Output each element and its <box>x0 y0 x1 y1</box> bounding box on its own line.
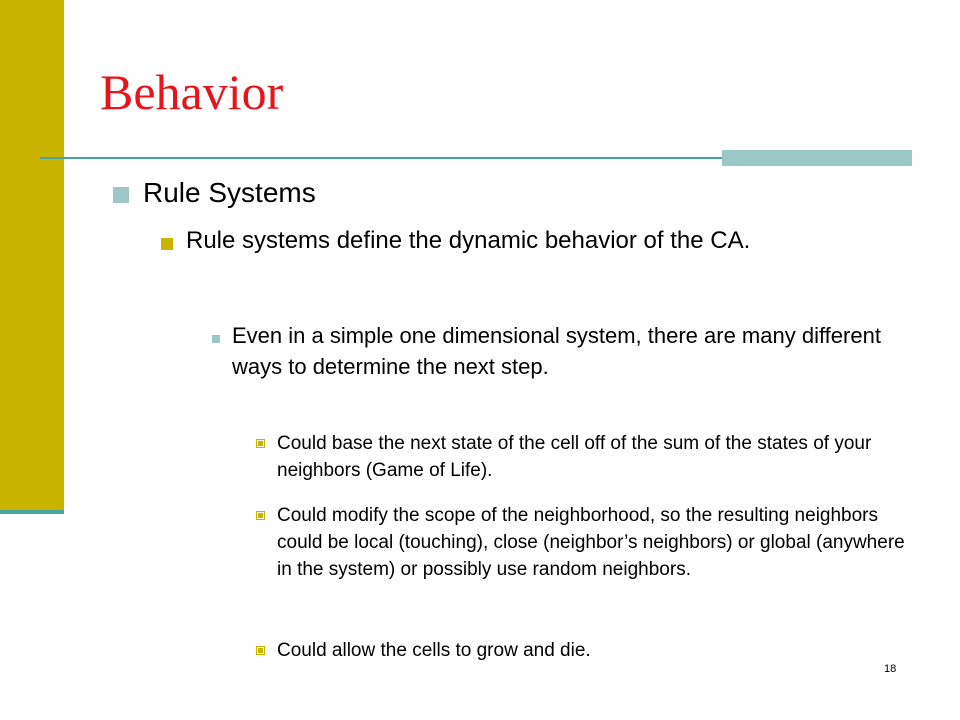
bullet-level1 <box>113 175 893 211</box>
bullet-text: Could allow the cells to grow and die. <box>277 640 591 661</box>
bullet-level2 <box>161 225 901 257</box>
page-number: 18 <box>884 663 897 675</box>
bullet-text: Could base the next state of the cell off of the sum of the states of your neighbors (Game of Life). <box>277 433 872 481</box>
bullet-level4 <box>256 430 916 484</box>
bullet-level4 <box>256 637 916 664</box>
bullet-text: Even in a simple one dimensional system, there are many different ways to determine the next step. <box>232 323 881 379</box>
boxed-square-bullet-icon <box>256 646 265 655</box>
boxed-square-bullet-icon <box>256 439 265 448</box>
square-bullet-icon <box>212 335 220 343</box>
bullet-level4 <box>256 502 916 583</box>
bullet-text: Rule Systems <box>143 177 316 208</box>
slide-title: Behavior <box>100 64 284 120</box>
square-bullet-icon <box>161 238 173 250</box>
bullet-level3 <box>212 320 902 382</box>
boxed-square-bullet-icon <box>256 511 265 520</box>
bullet-text: Rule systems define the dynamic behavior of the CA. <box>186 227 751 254</box>
square-bullet-icon <box>113 187 129 203</box>
bullet-text: Could modify the scope of the neighborhood, so the resulting neighbors could be local (touching), close (neighbor’s neighbors) or global (anywhere in the system) or possibly use random neighbors. <box>277 505 905 580</box>
